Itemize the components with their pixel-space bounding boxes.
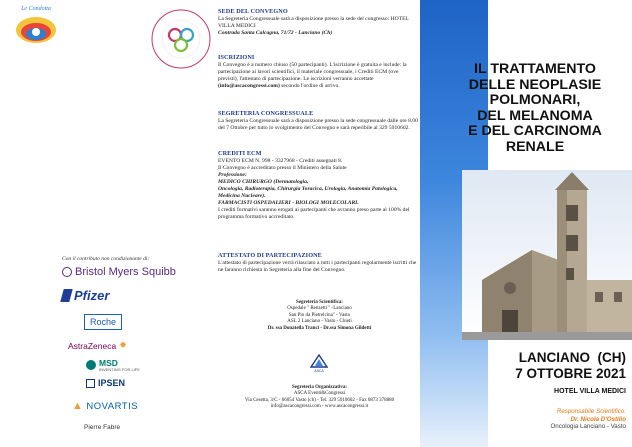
title-line-4: DEL MELANOMA (477, 107, 593, 124)
segr-org-heading: Segreteria Organizzativa: (291, 385, 348, 390)
segr-sci-line3: ASL 2 Lanciano - Vasto - Chieti (287, 319, 352, 325)
ecm-line1: EVENTO ECM N. 998 - 3327968 - Crediti assegnati 8. (218, 157, 343, 164)
sponsor-msd (86, 358, 140, 372)
event-date: 7 OTTOBRE 2021 (515, 366, 626, 381)
segreteria-scientifica (232, 300, 407, 332)
section-segreteria (218, 110, 418, 132)
sponsor-novartis (72, 400, 138, 412)
title-line-6: RENALE (505, 138, 565, 155)
sponsor-pierre-fabre-label: Pierre Fabre (84, 424, 121, 431)
responsabile-scientifico (520, 408, 626, 431)
msd-icon (86, 360, 96, 370)
asca-logo-text: ASCA (314, 369, 324, 373)
title-line-5: E DEL CARCINOMA (468, 123, 602, 140)
iscrizioni-heading: ISCRIZIONI (218, 54, 255, 61)
sponsor-msd-tagline: INVENTING FOR LIFE (99, 367, 140, 372)
attestato-heading: ATTESTATO DI PARTECIPAZIONE (218, 252, 322, 259)
sponsor-astrazeneca (68, 340, 127, 351)
ipsen-icon (86, 379, 95, 388)
sponsor-pfizer (62, 288, 109, 303)
sponsor-novartis-label: NOVARTIS (86, 400, 139, 412)
title-line-1: IL TRATTAMENTO (474, 61, 596, 77)
sponsor-bms-label: Bristol Myers Squibb (75, 266, 176, 278)
iscrizioni-email: (info@ascacongressi.com) (218, 82, 280, 89)
segr-sci-line1: Ospedale " Renzetti " -Lanciano (287, 306, 352, 312)
segr-org-line2: Via Cesetta, 3/C - 66054 Vasto (ch) - Tel. 329 5910602 - Fax 0873 378880 (244, 397, 395, 403)
condotta-logo (10, 6, 62, 46)
sede-address: Contrada Santa Calcagna, 71/72 - Lanciano (Ch) (218, 29, 333, 36)
segr-sci-heading: Segreteria Scientifica: (296, 300, 343, 305)
bms-icon (62, 267, 72, 277)
segr-org-line3: info@ascacongressi.com - www.ascacongressi.it (270, 404, 369, 410)
astrazeneca-icon: ✸ (119, 340, 127, 350)
condotta-logo-text: Le Condotta (21, 6, 51, 12)
section-ecm (218, 150, 418, 221)
church-photo (462, 170, 632, 340)
pfizer-icon (60, 289, 72, 302)
iscrizioni-tail: secondo l'ordine di arrivo. (281, 82, 340, 89)
iscrizioni-text: Il Convegno è a numero chiuso (50 partecipanti). L'iscrizione è gratuita e include: la partecipazione ai lavori scientifici, il materiale congressuale, i Crediti ECM (ove previsti), l'attestato di partecipazione. Le iscrizioni verranno accettate (218, 61, 407, 82)
resp-name: Dr. Nicola D'Ostilio (570, 415, 626, 423)
iscrizioni-body (218, 62, 418, 90)
segr-org-line1: ASCA Eventi&Congressi (293, 391, 346, 397)
event-place-date (466, 350, 626, 382)
sede-heading: SEDE DEL CONVEGNO (218, 8, 288, 15)
event-title (440, 62, 630, 156)
novartis-icon: ▲ (72, 400, 84, 412)
sponsor-pfizer-label: Pfizer (74, 288, 110, 303)
section-iscrizioni (218, 54, 418, 90)
ecm-heading: CREDITI ECM (218, 150, 262, 157)
title-line-2: DELLE NEOPLASIE (468, 76, 602, 93)
segr-sci-line4: Dr. ssa Donatella Tranci - Dr.ssa Simona Gildetti (267, 325, 372, 331)
sponsor-roche-label: Roche (90, 317, 117, 327)
segreteria-heading: SEGRETERIA CONGRESSUALE (218, 110, 314, 117)
resp-label: Responsabile Scientifico: (556, 408, 626, 415)
sponsor-pierre-fabre (84, 424, 120, 431)
ecm-tail: I crediti formativi saranno erogati ai partecipanti che avranno preso parte al 100% del programma formativo accreditato. (218, 206, 410, 220)
sponsor-msd-label: MSD (99, 358, 118, 368)
event-hotel: HOTEL VILLA MEDICI (554, 388, 626, 395)
ecm-line2: Il Convegno è accreditato presso il Ministero della Salute (218, 164, 347, 171)
sponsor-intro: Con il contributo non condizionante di: (62, 256, 150, 262)
asca-logo-icon (310, 354, 328, 368)
ecm-prof2: Oncologia, Radioterapia, Chirurgia Toracica, Urologia, Anatomia Patologica, Medicina Nucleare). (218, 185, 398, 199)
sponsor-bms (62, 266, 176, 278)
sponsor-ipsen-label: IPSEN (98, 378, 126, 388)
segr-sci-line2: San Pio da Pietrelcina" - Vasto (288, 312, 351, 318)
right-panel-cover (420, 0, 632, 447)
segreteria-organizzativa (222, 385, 417, 411)
segreteria-body: La Segreteria Congressuale sarà a disposizione presso la sede congressuale dalle ore 8.00 del 7 Ottobre per tutto lo svolgimento del Convegno e sarà reperibile al 329 5910602. (218, 117, 418, 131)
event-place: LANCIANO (CH) (518, 350, 626, 365)
sede-body: La Segreteria Congressuale sarà a disposizione presso la sede del congresso: HOTEL VILLA MEDICI (218, 15, 409, 29)
ecm-prof1: MEDICO CHIRURGO (Dermatologia, (218, 178, 309, 185)
sponsor-roche (84, 314, 122, 330)
sponsor-ipsen (86, 378, 125, 388)
ecm-prof3: FARMACISTI OSPEDALIERI - BIOLOGI MOLECOLARI. (218, 199, 359, 206)
sponsor-astrazeneca-label: AstraZeneca (68, 340, 117, 351)
title-line-3: POLMONARI, (489, 92, 581, 109)
attestato-body: L'attestato di partecipazione verrà rilasciato a tutti i partecipanti regolarmente iscritti che ne faranno richiesta in Segreteria alla fine del Convegno. (218, 259, 417, 273)
middle-panel (212, 0, 420, 447)
section-attestato (218, 252, 418, 274)
asl-giornate-logo (150, 8, 212, 70)
section-sede (218, 8, 418, 37)
left-panel (0, 0, 212, 447)
ecm-prof-label: Professione: (218, 171, 247, 178)
resp-dept: Oncologia Lanciano - Vasto (550, 423, 626, 431)
